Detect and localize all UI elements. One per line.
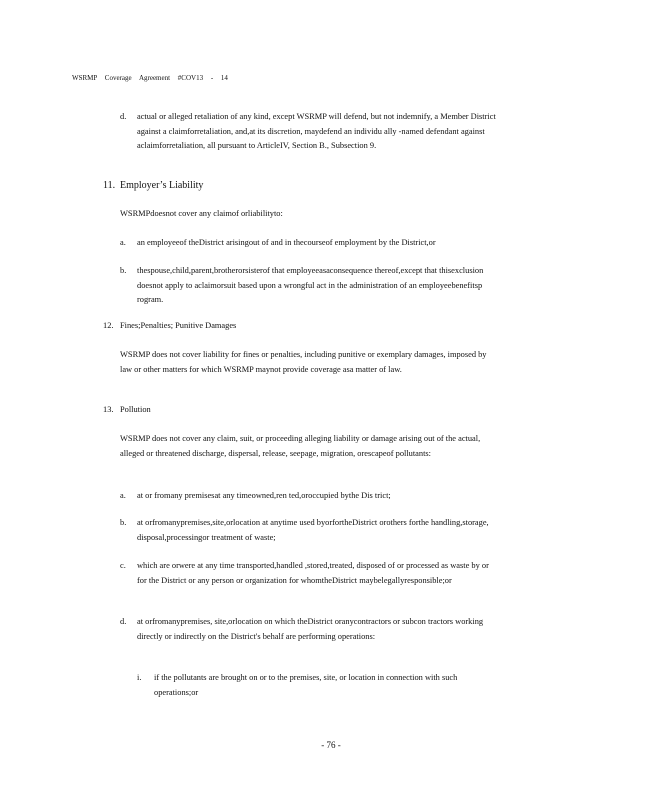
list-item-d-retaliation [120,110,497,154]
section-heading-13 [103,405,151,414]
list-item-13c [120,559,497,588]
section-title: Employer’s Liability [120,180,204,191]
item-text: which are orwere at any time transported,handled ,stored,treated, disposed of or processed as waste by or for the District or any person or organization for whomtheDistrict maybelegallyresponsible;or [137,561,489,585]
item-text: thespouse,child,parent,brotherorsisterof that employeeasaconsequence thereof,except that thisexclusion doesnot apply to aclaimorsuit based upon a wrongful act in the administration of an employeebenefitsp rogram. [137,266,484,304]
section-12-text: WSRMP does not cover liability for fines or penalties, including punitive or exemplary damages, imposed by law or other matters for which WSRMP maynot provide coverage asa matter of law. [120,350,487,374]
section-number: 11. [103,180,116,191]
section-11-intro: WSRMPdoesnot cover any claimof orliabilityto: [120,209,283,218]
page-number: - 76 - [321,740,341,750]
section-number: 12. [103,321,114,330]
list-item-13d [120,615,497,644]
item-label: d. [120,112,127,121]
item-label: d. [120,617,127,626]
section-heading-12 [103,321,236,330]
item-label: a. [120,238,126,247]
page-header: WSRMP Coverage Agreement #COV13 - 14 [72,74,228,82]
item-text: if the pollutants are brought on or to the premises, site, or location in connection with such operations;or [154,673,458,697]
item-label: a. [120,491,126,500]
item-label: c. [120,561,126,570]
section-title: Fines;Penalties; Punitive Damages [120,321,237,330]
section-number: 13. [103,405,114,414]
item-text: actual or alleged retaliation of any kind, except WSRMP will defend, but not indemnify, a Member District against a claimforretaliation, and,at its discretion, maydefend an individu ally -named defendant against aclaimforretaliation, all pursuant to ArticleIV, Section B., Subsection 9. [137,112,496,150]
item-text: at orfromanypremises, site,orlocation on which theDistrict oranycontractors or subcon tractors working directly or indirectly on the District's behalf are performing operations: [137,617,484,641]
item-label: b. [120,266,127,275]
list-item-13a [120,489,497,504]
section-13-intro: WSRMP does not cover any claim, suit, or proceeding alleging liability or damage arising out of the actual, alleged or threatened discharge, dispersal, release, seepage, migration, orescapeof pollutants: [120,434,481,458]
list-item-13b [120,516,497,545]
item-text: at or fromany premisesat any timeowned,ren ted,oroccupied bythe Dis trict; [137,491,391,500]
item-label: i. [137,673,142,682]
item-text: an employeeof theDistrict arisingout of and in thecourseof employment by the District,or [137,238,436,247]
item-text: at orfromanypremises,site,orlocation at anytime used byorfortheDistrict orothers forthe handling,storage, disposal,processingor treatment of waste; [137,518,489,542]
section-heading-11 [103,180,203,191]
list-item-13d-i [137,671,494,700]
list-item-11b [120,264,497,308]
list-item-11a [120,236,497,251]
section-title: Pollution [120,405,151,414]
item-label: b. [120,518,127,527]
